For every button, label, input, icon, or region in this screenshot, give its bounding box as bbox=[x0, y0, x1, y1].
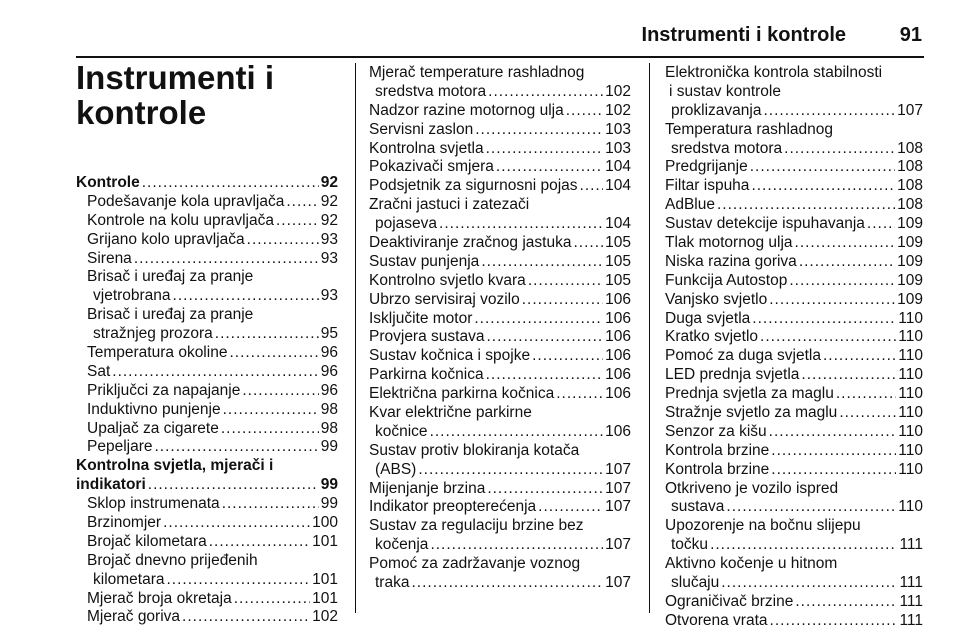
toc-page-number: 110 bbox=[898, 366, 923, 384]
toc-entry bbox=[369, 480, 631, 499]
toc-page-number: 106 bbox=[605, 347, 631, 365]
toc-page-number: 109 bbox=[897, 271, 923, 289]
dot-leader bbox=[795, 593, 897, 612]
toc-entry bbox=[76, 212, 338, 231]
toc-entry-text: Pomoć za zadržavanje voznog bbox=[369, 555, 581, 573]
toc-entry-text: Kontrole na kolu upravljača bbox=[87, 211, 274, 229]
toc-entry-text: Duga svjetla bbox=[665, 309, 751, 327]
dot-leader bbox=[556, 385, 603, 404]
toc-page-number: 107 bbox=[605, 574, 631, 592]
dot-leader bbox=[148, 476, 319, 495]
toc-page-number: 110 bbox=[898, 385, 923, 403]
toc-page-number: 92 bbox=[320, 174, 338, 191]
toc-entry-text: Filtar ispuha bbox=[665, 177, 750, 195]
toc-entry bbox=[665, 253, 923, 272]
dot-leader bbox=[134, 250, 319, 269]
toc-page-number: 107 bbox=[897, 101, 923, 119]
toc-entry-text: Nadzor razine motornog ulja bbox=[369, 101, 564, 119]
dot-leader bbox=[486, 366, 604, 385]
toc-entry bbox=[665, 121, 923, 159]
dot-leader bbox=[430, 423, 604, 442]
toc-entry bbox=[665, 272, 923, 291]
toc-entry-text: Vanjsko svjetlo bbox=[665, 290, 768, 308]
dot-leader bbox=[763, 102, 895, 121]
toc-page-number: 107 bbox=[605, 498, 631, 516]
running-header-title: Instrumenti i kontrole bbox=[641, 24, 846, 46]
toc-entry-text: Temperatura okoline bbox=[87, 344, 228, 362]
toc-page-number: 107 bbox=[605, 460, 631, 478]
toc-entry bbox=[665, 64, 923, 121]
dot-leader bbox=[276, 212, 319, 231]
toc-entry-text: Mjerač goriva bbox=[87, 608, 181, 626]
toc-entry bbox=[369, 347, 631, 366]
column-divider-1 bbox=[355, 63, 356, 613]
toc-entry-text: Sustav protiv blokiranja kotača bbox=[369, 441, 580, 459]
toc-entry bbox=[665, 177, 923, 196]
toc-entry-text: LED prednja svjetla bbox=[665, 366, 800, 384]
toc-entry bbox=[76, 438, 338, 457]
toc-entry-text: Indikator preopterećenja bbox=[369, 498, 537, 516]
toc-entry-text: Ubrzo servisiraj vozilo bbox=[369, 290, 520, 308]
toc-page-number: 93 bbox=[320, 230, 338, 248]
toc-entry-text: Predgrijanje bbox=[665, 158, 748, 176]
dot-leader bbox=[163, 514, 310, 533]
dot-leader bbox=[222, 495, 319, 514]
toc-entry-text: Sat bbox=[87, 362, 111, 380]
toc-entry bbox=[665, 310, 923, 329]
toc-page-number: 110 bbox=[898, 404, 923, 422]
toc-page-number: 111 bbox=[899, 592, 923, 610]
dot-leader bbox=[142, 174, 319, 193]
toc-page-number: 110 bbox=[898, 328, 923, 346]
dot-leader bbox=[721, 574, 897, 593]
toc-page-number: 108 bbox=[897, 139, 923, 157]
toc-entry-text: Kvar električne parkirne bbox=[369, 404, 532, 422]
toc-entry bbox=[665, 158, 923, 177]
toc-entry-text: Mjerač temperature rashladnog bbox=[369, 64, 585, 81]
dot-leader bbox=[573, 234, 603, 253]
toc-entry-text: Kratko svjetlo bbox=[665, 328, 759, 346]
toc-entry bbox=[369, 555, 631, 593]
toc-page-number: 108 bbox=[897, 158, 923, 176]
toc-entry-text: stražnjeg prozora bbox=[93, 325, 213, 343]
toc-page-number: 109 bbox=[897, 215, 923, 233]
toc-page-number: 105 bbox=[605, 234, 631, 252]
toc-entry-text: Kontrolna svjetla bbox=[369, 139, 484, 157]
dot-leader bbox=[247, 231, 319, 250]
toc-entry-text: Pepeljare bbox=[87, 438, 153, 456]
dot-leader bbox=[475, 121, 603, 140]
toc-entry-text: slučaju bbox=[671, 574, 720, 592]
toc-entry-text: Podešavanje kola upravljača bbox=[87, 192, 285, 210]
toc-entry bbox=[76, 193, 338, 212]
toc-entry bbox=[369, 140, 631, 159]
toc-page-number: 110 bbox=[898, 441, 923, 459]
toc-page-number: 98 bbox=[320, 419, 338, 437]
toc-entry-text: kočenja bbox=[375, 536, 429, 554]
dot-leader bbox=[112, 363, 318, 382]
toc-page-number: 96 bbox=[320, 381, 338, 399]
page-number: 91 bbox=[899, 24, 922, 46]
toc-entry-text: Servisni zaslon bbox=[369, 120, 474, 138]
toc-entry-text: pojaseva bbox=[375, 215, 438, 233]
dot-leader bbox=[488, 83, 603, 102]
toc-page-number: 109 bbox=[897, 252, 923, 270]
toc-entry-text: Ograničivač brzine bbox=[665, 592, 794, 610]
dot-leader bbox=[710, 536, 897, 555]
toc-entry-text: Mjerač broja okretaja bbox=[87, 589, 232, 607]
toc-entry bbox=[76, 174, 338, 193]
toc-page-number: 107 bbox=[605, 479, 631, 497]
toc-entry-text: Stražnje svjetlo za maglu bbox=[665, 404, 838, 422]
toc-page-number: 104 bbox=[605, 158, 631, 176]
toc-page-number: 106 bbox=[605, 328, 631, 346]
toc-entry-text: Električna parkirna kočnica bbox=[369, 385, 555, 403]
toc-entry-text: Parkirna kočnica bbox=[369, 366, 484, 384]
toc-entry-text: Kontrole bbox=[76, 174, 140, 191]
toc-entry bbox=[76, 231, 338, 250]
toc-entry bbox=[369, 158, 631, 177]
toc-entry-text: vjetrobrana bbox=[93, 287, 171, 305]
dot-leader bbox=[769, 291, 895, 310]
toc-entry bbox=[76, 457, 338, 495]
toc-entry bbox=[369, 385, 631, 404]
toc-page-number: 108 bbox=[897, 177, 923, 195]
toc-page-number: 93 bbox=[320, 249, 338, 267]
toc-entry bbox=[665, 404, 923, 423]
toc-entry bbox=[665, 196, 923, 215]
toc-entry-text: Brzinomjer bbox=[87, 514, 162, 532]
toc-entry bbox=[369, 404, 631, 442]
dot-leader bbox=[823, 347, 896, 366]
dot-leader bbox=[167, 571, 311, 590]
toc-entry bbox=[665, 347, 923, 366]
toc-page-number: 110 bbox=[898, 498, 923, 516]
dot-leader bbox=[182, 608, 310, 627]
toc-entry bbox=[76, 401, 338, 420]
toc-page-number: 92 bbox=[320, 192, 338, 210]
dot-leader bbox=[439, 215, 603, 234]
toc-entry bbox=[76, 495, 338, 514]
dot-leader bbox=[795, 234, 896, 253]
toc-page-number: 96 bbox=[320, 344, 338, 362]
toc-entry-text: kilometara bbox=[93, 570, 165, 588]
dot-leader bbox=[155, 438, 319, 457]
toc-page-number: 102 bbox=[605, 82, 631, 100]
dot-leader bbox=[839, 404, 896, 423]
toc-entry-text: AdBlue bbox=[665, 196, 715, 214]
toc-entry-text: Otvorena vrata bbox=[665, 611, 768, 629]
toc-entry bbox=[665, 385, 923, 404]
toc-entry-text: Mijenjanje brzina bbox=[369, 479, 486, 497]
toc-entry-text: Upozorenje na bočnu slijepu bbox=[665, 517, 861, 535]
toc-page-number: 103 bbox=[605, 120, 631, 138]
toc-page-number: 104 bbox=[605, 215, 631, 233]
toc-entry bbox=[369, 442, 631, 480]
toc-entry bbox=[665, 423, 923, 442]
dot-leader bbox=[486, 140, 604, 159]
toc-entry bbox=[369, 234, 631, 253]
dot-leader bbox=[726, 498, 896, 517]
dot-leader bbox=[528, 272, 603, 291]
toc-entry-text: Brisač i uređaj za pranje bbox=[87, 306, 254, 324]
toc-page-number: 111 bbox=[899, 611, 923, 629]
toc-entry bbox=[76, 608, 338, 627]
toc-entry-text: Elektronička kontrola stabilnosti bbox=[665, 64, 883, 81]
toc-entry-text: Prednja svjetla za maglu bbox=[665, 385, 834, 403]
dot-leader bbox=[532, 347, 603, 366]
dot-leader bbox=[801, 366, 896, 385]
toc-entry-text: traka bbox=[375, 574, 410, 592]
toc-page-number: 98 bbox=[320, 400, 338, 418]
toc-entry-text: proklizavanja bbox=[671, 101, 762, 119]
dot-leader bbox=[242, 382, 318, 401]
dot-leader bbox=[771, 461, 896, 480]
dot-leader bbox=[760, 328, 896, 347]
toc-entry bbox=[665, 328, 923, 347]
toc-page-number: 92 bbox=[320, 211, 338, 229]
dot-leader bbox=[487, 480, 603, 499]
toc-page-number: 99 bbox=[320, 438, 338, 456]
toc-page-number: 101 bbox=[312, 532, 338, 550]
toc-entry bbox=[665, 517, 923, 555]
dot-leader bbox=[486, 328, 603, 347]
dot-leader bbox=[411, 574, 603, 593]
dot-leader bbox=[522, 291, 603, 310]
page-title: Instrumenti i kontrole bbox=[76, 59, 275, 131]
toc-entry-text: Grijano kolo upravljača bbox=[87, 230, 245, 248]
toc-entry bbox=[76, 382, 338, 401]
toc-entry bbox=[369, 310, 631, 329]
toc-page-number: 99 bbox=[320, 495, 338, 513]
toc-page-number: 106 bbox=[605, 385, 631, 403]
toc-entry-text: kočnice bbox=[375, 422, 428, 440]
toc-entry bbox=[665, 555, 923, 593]
toc-page-number: 111 bbox=[899, 574, 923, 592]
toc-entry bbox=[369, 272, 631, 291]
toc-entry-text: Funkcija Autostop bbox=[665, 271, 788, 289]
toc-page-number: 106 bbox=[605, 422, 631, 440]
toc-entry-text: Kontrolna svjetla, mjerači i bbox=[76, 457, 274, 475]
toc-entry bbox=[369, 253, 631, 272]
toc-page-number: 108 bbox=[897, 196, 923, 214]
dot-leader bbox=[430, 536, 603, 555]
dot-leader bbox=[751, 177, 895, 196]
toc-entry bbox=[665, 291, 923, 310]
toc-entry bbox=[76, 268, 338, 306]
toc-entry-text: Otkriveno je vozilo ispred bbox=[665, 479, 839, 497]
toc-page-number: 107 bbox=[605, 536, 631, 554]
toc-entry-text: Senzor za kišu bbox=[665, 422, 767, 440]
dot-leader bbox=[215, 325, 319, 344]
toc-entry-text: Deaktiviranje zračnog jastuka bbox=[369, 234, 572, 252]
column-divider-2 bbox=[649, 63, 650, 613]
toc-entry-text: Podsjetnik za sigurnosni pojas bbox=[369, 177, 578, 195]
toc-page-number: 102 bbox=[605, 101, 631, 119]
dot-leader bbox=[229, 344, 318, 363]
toc-entry-text: Priključci za napajanje bbox=[87, 381, 241, 399]
toc-entry bbox=[665, 366, 923, 385]
toc-page-number: 105 bbox=[605, 252, 631, 270]
toc-entry-text: Sustav kočnica i spojke bbox=[369, 347, 531, 365]
toc-entry-text: sredstva motora bbox=[375, 82, 487, 100]
toc-entry-text: Tlak motornog ulja bbox=[665, 234, 793, 252]
dot-leader bbox=[789, 272, 895, 291]
toc-entry bbox=[665, 442, 923, 461]
dot-leader bbox=[580, 177, 604, 196]
dot-leader bbox=[173, 287, 319, 306]
toc-entry bbox=[76, 250, 338, 269]
toc-entry-text: indikatori bbox=[76, 476, 146, 494]
toc-entry bbox=[369, 121, 631, 140]
dot-leader bbox=[784, 140, 895, 159]
toc-entry bbox=[369, 291, 631, 310]
dot-leader bbox=[474, 310, 603, 329]
toc-entry bbox=[369, 177, 631, 196]
toc-entry bbox=[665, 215, 923, 234]
toc-page-number: 96 bbox=[320, 362, 338, 380]
toc-entry-text: Kontrola brzine bbox=[665, 460, 770, 478]
toc-entry bbox=[665, 461, 923, 480]
dot-leader bbox=[221, 420, 319, 439]
toc-entry-text: Sustav punjenja bbox=[369, 252, 480, 270]
dot-leader bbox=[836, 385, 896, 404]
toc-page-number: 104 bbox=[605, 177, 631, 195]
toc-entry-text: Brisač i uređaj za pranje bbox=[87, 268, 254, 286]
toc-page-number: 106 bbox=[605, 309, 631, 327]
toc-entry bbox=[369, 366, 631, 385]
toc-page-number: 105 bbox=[605, 271, 631, 289]
toc-entry bbox=[369, 498, 631, 517]
toc-entry-text: Sklop instrumenata bbox=[87, 495, 220, 513]
toc-entry bbox=[76, 514, 338, 533]
toc-entry bbox=[369, 517, 631, 555]
toc-page-number: 110 bbox=[898, 422, 923, 440]
toc-page-number: 110 bbox=[898, 309, 923, 327]
toc-entry bbox=[665, 480, 923, 518]
toc-entry bbox=[76, 533, 338, 552]
toc-entry-text: Aktivno kočenje u hitnom bbox=[665, 555, 838, 573]
dot-leader bbox=[769, 423, 897, 442]
toc-entry bbox=[369, 196, 631, 234]
toc-page-number: 110 bbox=[898, 460, 923, 478]
toc-entry bbox=[369, 102, 631, 121]
toc-page-number: 109 bbox=[897, 290, 923, 308]
toc-entry-text: Sustav detekcije ispuhavanja bbox=[665, 215, 865, 233]
toc-entry-text: Upaljač za cigarete bbox=[87, 419, 219, 437]
dot-leader bbox=[209, 533, 310, 552]
toc-entry-text: Sustav za regulaciju brzine bez bbox=[369, 517, 584, 535]
toc-entry-text: Sirena bbox=[87, 249, 132, 267]
toc-entry bbox=[76, 363, 338, 382]
toc-entry-text: (ABS) bbox=[375, 460, 417, 478]
dot-leader bbox=[770, 612, 898, 631]
toc-entry bbox=[76, 306, 338, 344]
dot-leader bbox=[750, 158, 895, 177]
toc-entry-text: Pokazivači smjera bbox=[369, 158, 494, 176]
toc-entry bbox=[665, 612, 923, 631]
dot-leader bbox=[566, 102, 603, 121]
toc-entry-text: Kontrola brzine bbox=[665, 441, 770, 459]
toc-entry bbox=[76, 590, 338, 609]
dot-leader bbox=[538, 498, 603, 517]
dot-leader bbox=[799, 253, 895, 272]
toc-page-number: 101 bbox=[312, 589, 338, 607]
dot-leader bbox=[752, 310, 896, 329]
dot-leader bbox=[481, 253, 603, 272]
toc-entry-text: Isključite motor bbox=[369, 309, 473, 327]
dot-leader bbox=[867, 215, 895, 234]
dot-leader bbox=[418, 461, 603, 480]
toc-page-number: 111 bbox=[899, 536, 923, 554]
dot-leader bbox=[286, 193, 318, 212]
header-rule bbox=[76, 56, 924, 58]
toc-entry-text: Provjera sustava bbox=[369, 328, 485, 346]
toc-entry bbox=[369, 64, 631, 102]
toc-page-number: 103 bbox=[605, 139, 631, 157]
toc-entry-text: Niska razina goriva bbox=[665, 252, 797, 270]
toc-entry-text: točku bbox=[671, 536, 709, 554]
toc-page-number: 95 bbox=[320, 325, 338, 343]
toc-entry-text: Brojač dnevno prijeđenih bbox=[87, 551, 258, 569]
toc-page-number: 106 bbox=[605, 366, 631, 384]
toc-page-number: 93 bbox=[320, 287, 338, 305]
toc-entry bbox=[665, 593, 923, 612]
toc-page-number: 110 bbox=[898, 347, 923, 365]
toc-entry bbox=[76, 344, 338, 363]
toc-entry-text: Induktivno punjenje bbox=[87, 400, 221, 418]
toc-entry-text: Kontrolno svjetlo kvara bbox=[369, 271, 526, 289]
dot-leader bbox=[234, 590, 310, 609]
toc-entry-text: i sustav kontrole bbox=[669, 82, 781, 100]
toc-entry-text: Zračni jastuci i zatezači bbox=[369, 196, 530, 214]
toc-page-number: 99 bbox=[320, 476, 338, 494]
toc-entry-text: Brojač kilometara bbox=[87, 532, 207, 550]
toc-entry bbox=[76, 420, 338, 439]
toc-entry bbox=[665, 234, 923, 253]
toc-entry-text: sredstva motora bbox=[671, 139, 783, 157]
toc-entry-text: sustava bbox=[671, 498, 725, 516]
toc-entry-text: Pomoć za duga svjetla bbox=[665, 347, 821, 365]
toc-page-number: 102 bbox=[312, 608, 338, 626]
dot-leader bbox=[496, 158, 603, 177]
toc-entry bbox=[76, 552, 338, 590]
toc-entry bbox=[369, 328, 631, 347]
dot-leader bbox=[223, 401, 319, 420]
dot-leader bbox=[771, 442, 896, 461]
toc-page-number: 100 bbox=[312, 514, 338, 532]
toc-page-number: 109 bbox=[897, 234, 923, 252]
toc-entry-text: Temperatura rashladnog bbox=[665, 120, 834, 138]
dot-leader bbox=[717, 196, 895, 215]
toc-page-number: 101 bbox=[312, 570, 338, 588]
toc-page-number: 106 bbox=[605, 290, 631, 308]
